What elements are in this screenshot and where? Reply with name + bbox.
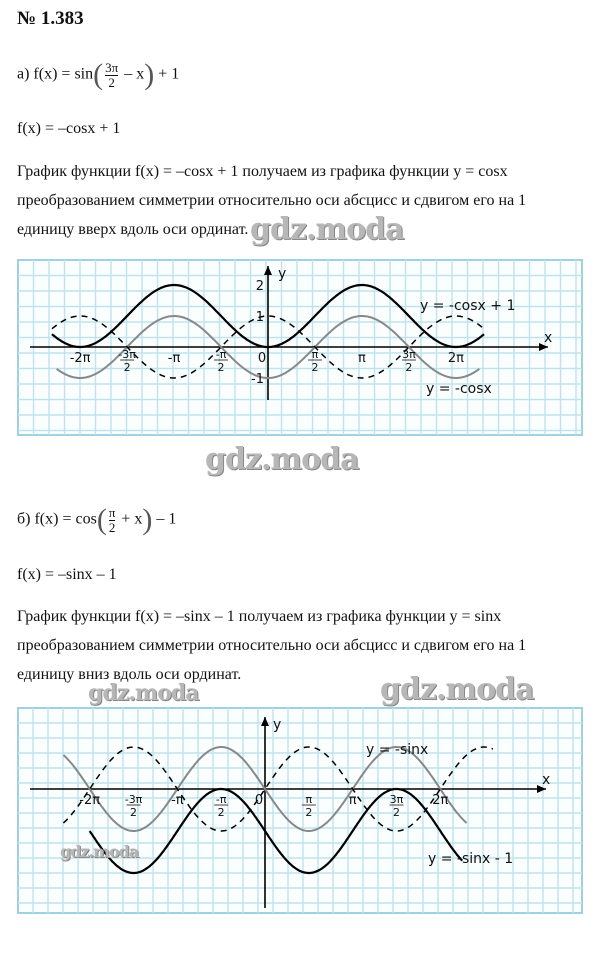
part-a-frac-num: 3π — [105, 59, 119, 75]
part-b-explanation: График функции f(x) = –sinx – 1 получаем из графика функции y = sinx преобразованием симметрии относительно оси абсцисс и сдвигом его на 1 единицу вниз вдоль оси ординат. — [17, 608, 527, 683]
x-tick-label: -π — [167, 351, 181, 366]
y-tick-label: -1 — [251, 372, 264, 387]
x-tick-frac-den: 2 — [405, 361, 413, 374]
x-tick-frac-den: 2 — [123, 361, 131, 374]
part-b-frac-den: 2 — [108, 519, 116, 535]
problem-number: № 1.383 — [17, 8, 84, 29]
x-tick-frac-den: 2 — [217, 806, 225, 819]
part-b-fraction — [109, 506, 116, 535]
x-tick-label: 2π — [432, 793, 449, 808]
x-tick-frac-num: -3π — [118, 348, 136, 361]
x-tick-frac-den: 2 — [217, 361, 225, 374]
y-tick-label: 1 — [255, 310, 264, 325]
x-tick-frac-den: 2 — [130, 806, 138, 819]
y-axis-label: y — [278, 266, 287, 282]
x-tick-frac-num: -3π — [124, 793, 143, 806]
x-axis-label: x — [544, 330, 553, 346]
part-b-inner-rest: + x — [117, 510, 143, 528]
x-tick-frac-den: 2 — [392, 806, 400, 819]
x-tick-label: -2π — [69, 351, 91, 366]
part-a-simplified: f(x) = –cosx + 1 — [17, 120, 121, 137]
part-a-fraction — [105, 61, 118, 90]
y-axis-label: y — [273, 717, 282, 733]
legend-aux: y = -cosx — [426, 381, 492, 397]
graph-b — [0, 703, 600, 928]
x-tick-label: -2π — [79, 793, 101, 808]
legend-top: y = -sinx — [366, 742, 429, 758]
x-tick-frac-den: 2 — [305, 806, 313, 819]
watermark: gdz.moda — [88, 680, 199, 706]
part-b-simplified: f(x) = –sinx – 1 — [17, 566, 117, 583]
x-axis-label: x — [542, 772, 551, 788]
x-tick-frac-num: π — [311, 348, 319, 361]
watermark: gdz.moda — [205, 442, 359, 477]
x-tick-label: -π — [171, 793, 184, 808]
legend-bottom: y = -sinx - 1 — [428, 851, 514, 867]
origin-label: 0 — [254, 793, 264, 808]
part-b-frac-num: π — [108, 504, 116, 520]
legend-main: y = -cosx + 1 — [420, 298, 516, 314]
part-b-func-prefix: б) f(x) = cos — [17, 510, 97, 528]
part-b-formula: б) f(x) = cos( $\frac{\pi}{2}$ + x) – 1 — [17, 503, 177, 536]
part-a-formula: а) f(x) = sin( $\frac{3\pi}{2}$ – x) + 1 — [17, 58, 180, 91]
graph-a — [0, 250, 600, 440]
x-tick-label: 2π — [447, 351, 464, 366]
part-a-frac-den: 2 — [105, 75, 118, 90]
x-tick-frac-num: -π — [215, 793, 227, 806]
part-a-func-prefix: а) f(x) = sin — [17, 65, 94, 83]
x-tick-label: π — [358, 351, 366, 366]
part-a-func-suffix: + 1 — [154, 65, 180, 83]
part-b-func-suffix: – 1 — [152, 510, 177, 528]
watermark: gdz.moda — [380, 672, 534, 707]
x-tick-frac-num: -π — [215, 348, 227, 361]
x-tick-frac-num: 3π — [402, 348, 416, 361]
x-tick-label: π — [348, 793, 357, 808]
part-a-inner-rest: – x — [120, 65, 145, 83]
y-tick-label: 2 — [255, 279, 264, 294]
x-tick-frac-num: π — [305, 793, 313, 806]
part-a-explanation: График функции f(x) = –cosx + 1 получаем из графика функции y = cosx преобразованием симметрии относительно оси абсцисс и сдвигом его на 1 единицу вверх вдоль оси ординат. — [17, 163, 527, 238]
watermark: gdz.moda — [250, 212, 404, 247]
x-tick-frac-num: 3π — [389, 793, 404, 806]
origin-label: 0 — [257, 351, 267, 366]
watermark: gdz.moda — [60, 842, 139, 861]
x-tick-frac-den: 2 — [311, 361, 319, 374]
